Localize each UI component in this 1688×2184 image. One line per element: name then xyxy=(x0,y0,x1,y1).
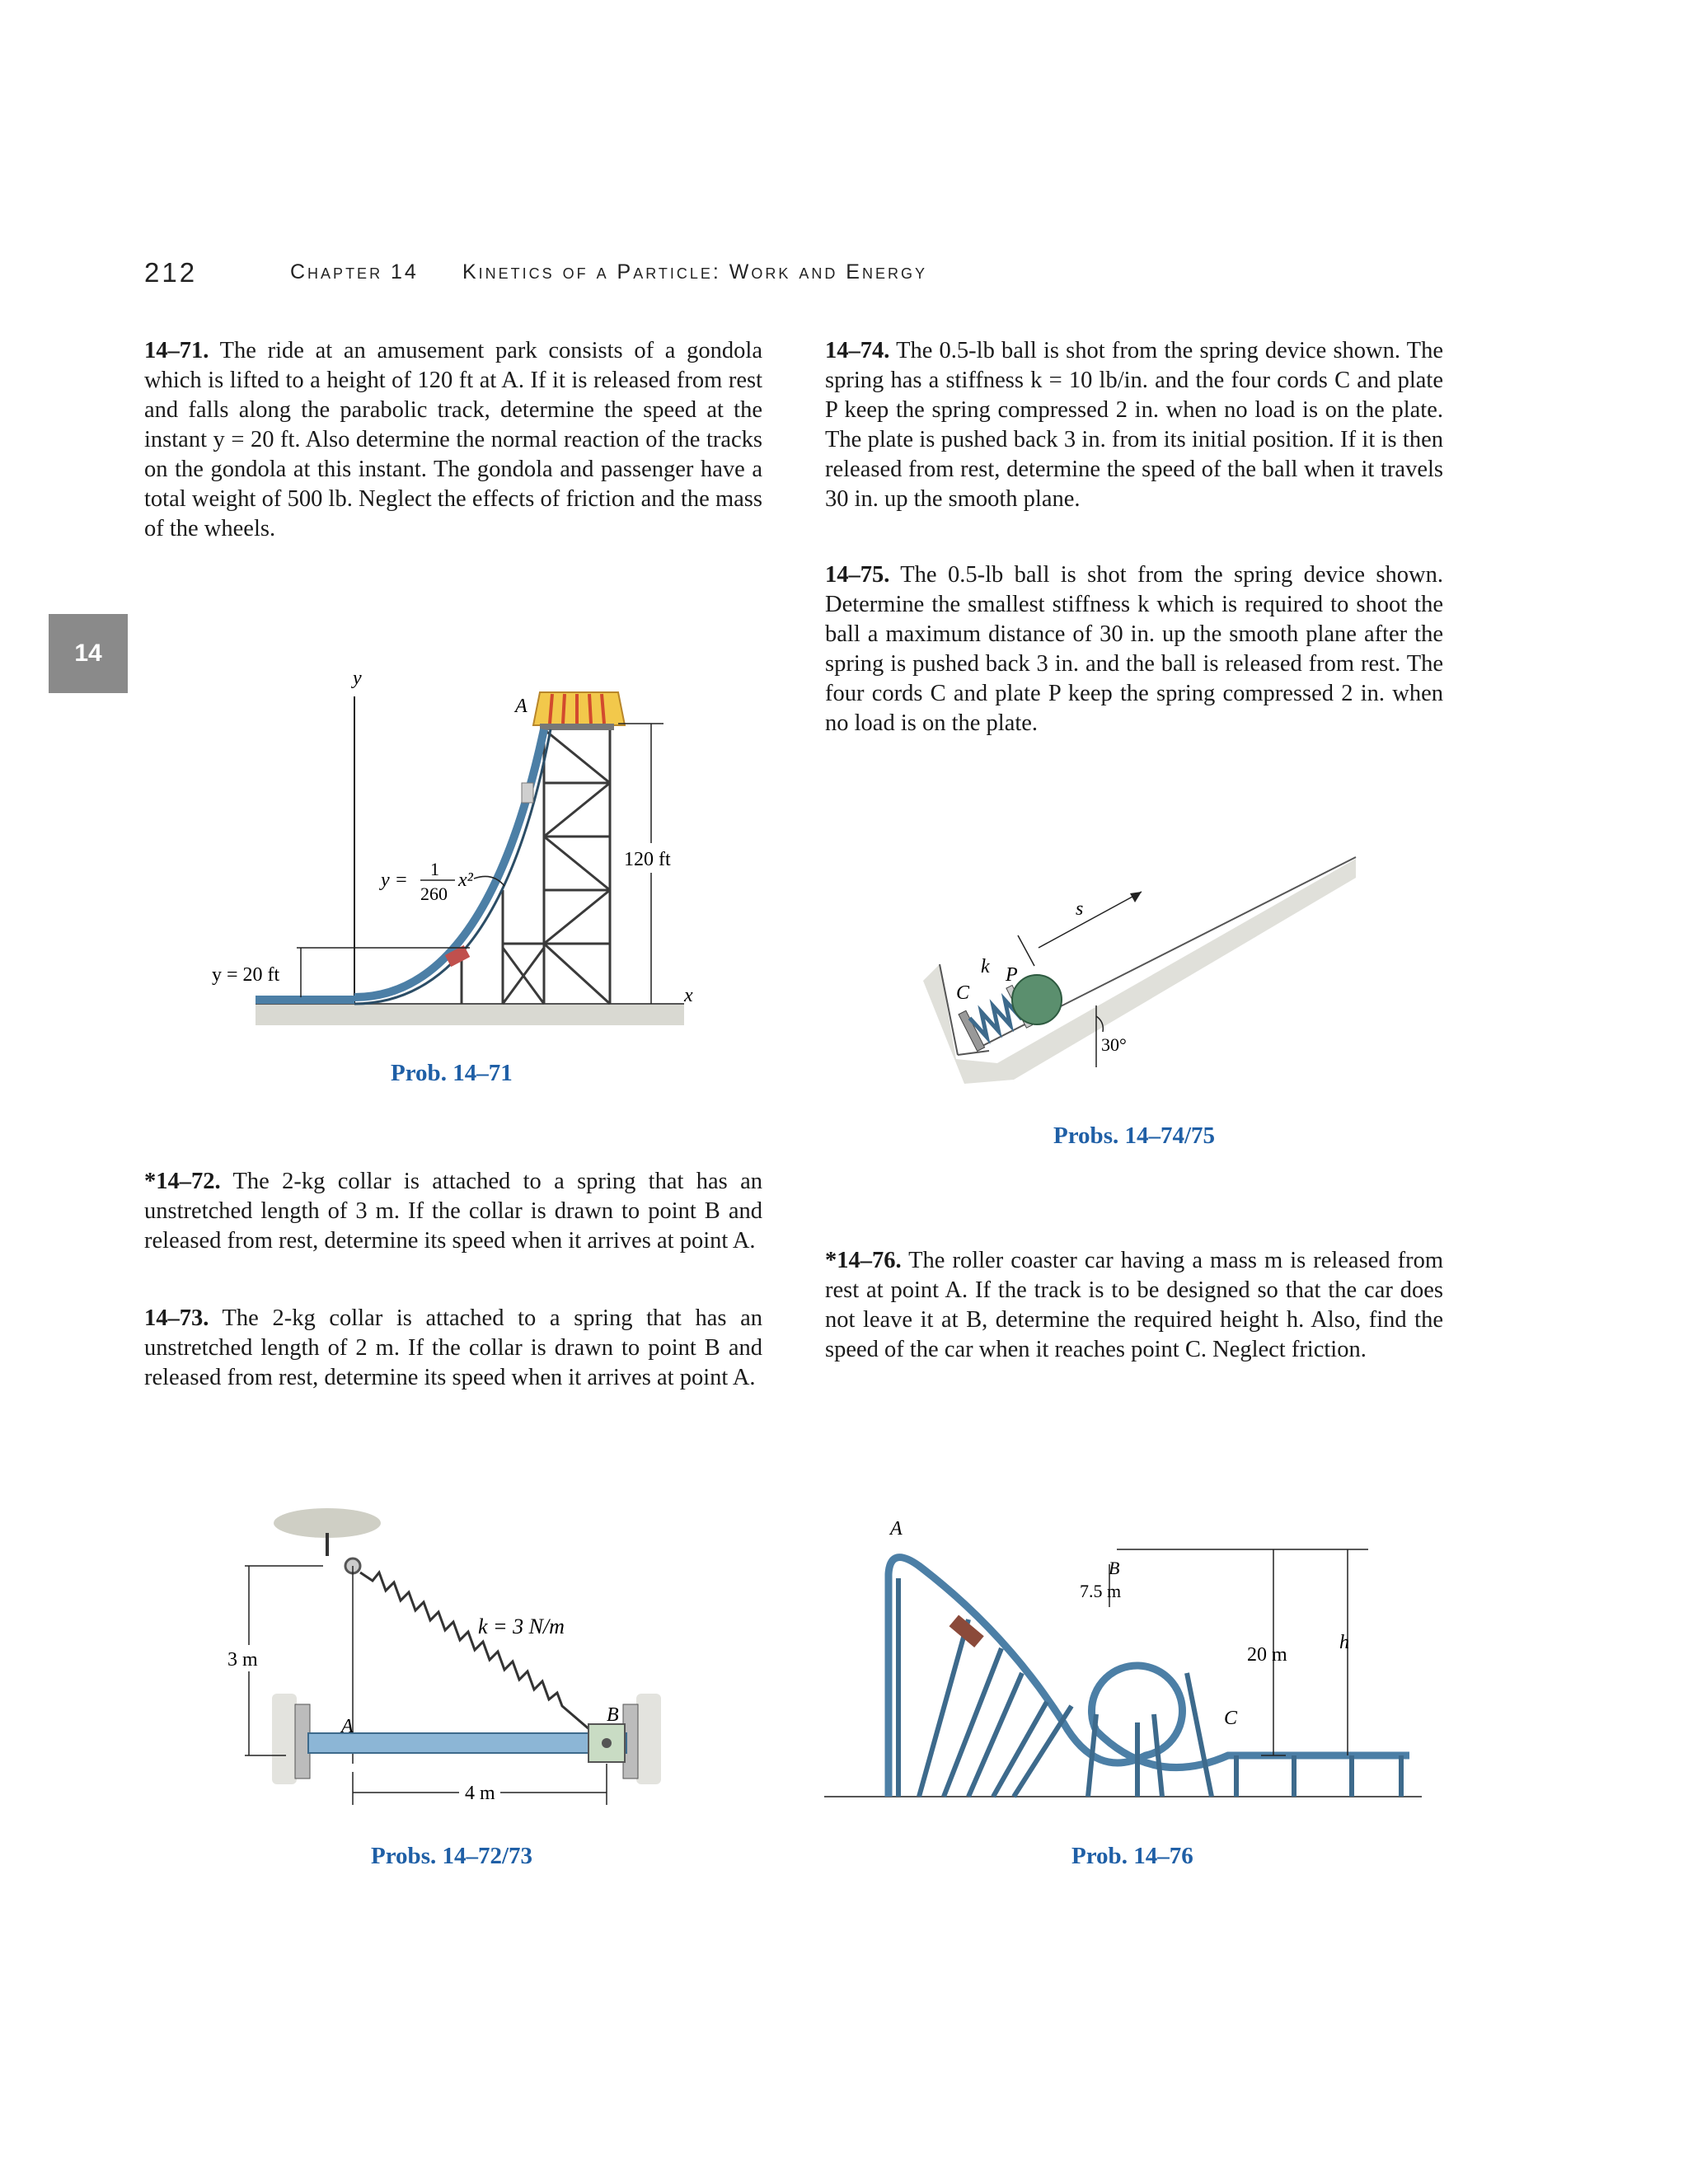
ground xyxy=(256,1004,684,1025)
figure-14-71 xyxy=(190,651,717,1038)
page-number: 212 xyxy=(144,257,198,288)
cords-c-label: C xyxy=(956,982,970,1004)
height-h-label: h xyxy=(1339,1632,1349,1653)
problem-text: The 2-kg collar is attached to a spring that has an unstretched length of 2 m. If the collar is drawn to point B and released from rest, determine its speed when it arrives at point A. xyxy=(144,1305,762,1390)
figure-14-72-73 xyxy=(216,1500,710,1830)
caption-14-71: Prob. 14–71 xyxy=(391,1060,513,1086)
equation-denominator: 260 xyxy=(420,883,448,904)
dimension-20m-label: 20 m xyxy=(1247,1644,1287,1666)
dimension-4m-label: 4 m xyxy=(465,1783,495,1804)
angle-label: 30° xyxy=(1101,1034,1127,1055)
radius-label: 7.5 m xyxy=(1080,1581,1122,1601)
x-axis-label: x xyxy=(684,985,693,1006)
spring xyxy=(360,1572,591,1731)
problem-text: The 2-kg collar is attached to a spring that has an unstretched length of 3 m. If the collar is drawn to point B and released from rest, determine its speed when it arrives at point A. xyxy=(144,1169,762,1254)
problem-number: 14–74. xyxy=(825,338,890,363)
caption-14-76: Prob. 14–76 xyxy=(1071,1843,1193,1869)
point-b-label: B xyxy=(1109,1558,1120,1578)
problem-14-75 xyxy=(825,560,1443,738)
guide-rod xyxy=(308,1733,626,1753)
plate-p-label: P xyxy=(1006,964,1018,986)
point-a-label: A xyxy=(515,696,528,717)
coaster-track xyxy=(889,1558,1409,1797)
problem-number: 14–75. xyxy=(825,562,890,588)
chapter-side-tab: 14 xyxy=(49,614,128,693)
gondola-top xyxy=(522,783,533,803)
equation-x2: x² xyxy=(458,869,473,891)
caption-14-72-73: Probs. 14–72/73 xyxy=(371,1843,533,1869)
problem-text: The ride at an amusement park consists of a gondola which is lifted to a height of 120 ft at A. If it is released from rest and falls along the parabolic track, determine the speed at the instant y = 20 ft. Also determine the normal reaction of the tracks on the gondola at this instant. The gondola and passenger have a total weight of 500 lb. Neglect the effects of friction and the mass of the wheels. xyxy=(144,338,762,541)
problem-14-72 xyxy=(144,1167,762,1256)
spring-k-label: k = 3 N/m xyxy=(478,1615,565,1638)
chapter-title: Kinetics of a Particle: Work and Energy xyxy=(462,260,927,284)
ball xyxy=(1012,975,1062,1024)
equation-numerator: 1 xyxy=(430,859,439,879)
equation-lhs: y = xyxy=(381,869,408,891)
problem-14-74 xyxy=(825,336,1443,514)
problem-number: *14–72. xyxy=(144,1169,221,1194)
problem-number: *14–76. xyxy=(825,1248,902,1273)
y-axis-label: y xyxy=(353,668,362,689)
point-a-label: A xyxy=(890,1518,903,1540)
problem-number: 14–71. xyxy=(144,338,209,363)
chapter-label: Chapter 14 xyxy=(290,260,419,284)
distance-s-label: s xyxy=(1076,898,1084,920)
height-label: 120 ft xyxy=(624,849,671,870)
figure-14-74-75 xyxy=(907,841,1385,1088)
point-c-label: C xyxy=(1224,1708,1238,1729)
problem-text: The roller coaster car having a mass m is released from rest at point A. If the track is to be designed so that the car does not leave it at B, determine the required height h. Also, find the speed of the car when it reaches point C. Neglect friction. xyxy=(825,1248,1443,1362)
caption-14-74-75: Probs. 14–74/75 xyxy=(1053,1122,1216,1149)
stiffness-k-label: k xyxy=(981,956,990,977)
canopy xyxy=(533,692,625,725)
figure-14-76 xyxy=(824,1508,1426,1830)
point-b-label: B xyxy=(607,1704,619,1726)
problem-14-76 xyxy=(825,1246,1443,1365)
problem-14-73 xyxy=(144,1304,762,1393)
distance-s-arrow xyxy=(1039,892,1142,948)
dimension-3m-label: 3 m xyxy=(227,1649,258,1671)
problem-text: The 0.5-lb ball is shot from the spring device shown. Determine the smallest stiffness k which is required to shoot the ball a maximum distance of 30 in. up the smooth plane after the spring is pushed back 3 in. and the ball is released from rest. The four cords C and plate P keep the spring compressed 2 in. when no load is on the plate. xyxy=(825,562,1443,736)
problem-number: 14–73. xyxy=(144,1305,209,1331)
y20-label: y = 20 ft xyxy=(212,964,280,986)
problem-14-71 xyxy=(144,336,762,544)
problem-text: The 0.5-lb ball is shot from the spring device shown. The spring has a stiffness k = 10 lb/in. and the four cords C and plate P keep the spring compressed 2 in. when no load is on the plate. The plate is pushed back 3 in. from its initial position. If it is then released from rest, determine the speed of the ball when it travels 30 in. up the smooth plane. xyxy=(825,338,1443,512)
point-a-label: A xyxy=(341,1716,354,1737)
